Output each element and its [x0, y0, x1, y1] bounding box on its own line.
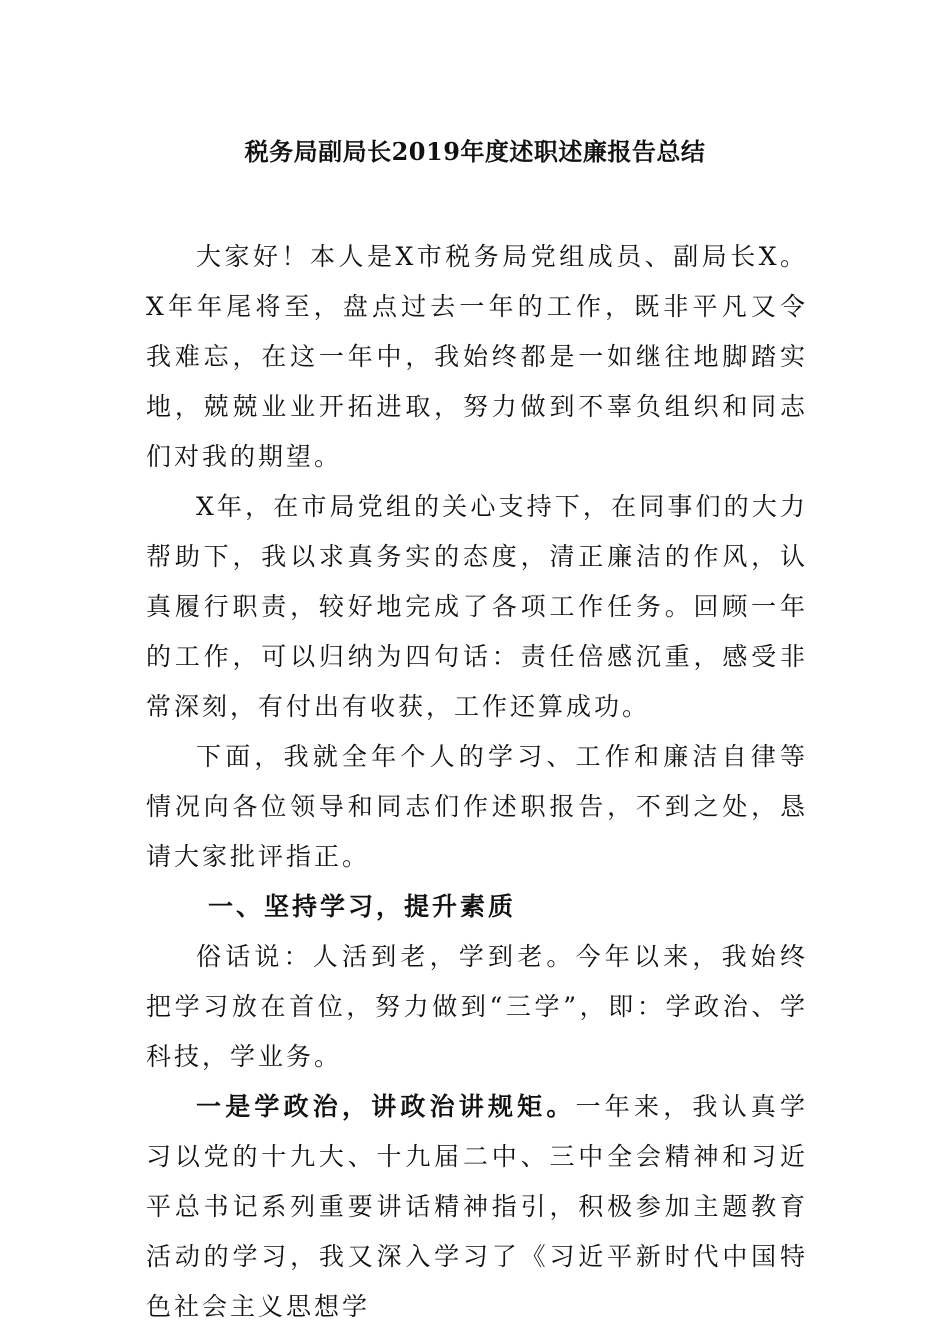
paragraph-greeting: 大家好！本人是X市税务局党组成员、副局长X。X年年尾将至，盘点过去一年的工作，既非平凡又令我难忘，在这一年中，我始终都是一如继往地脚踏实地，兢兢业业开拓进取，努力做到不辜负组织和同志们对我的期望。 — [146, 242, 808, 471]
paragraph-summary: X年，在市局党组的关心支持下，在同事们的大力帮助下，我以求真务实的态度，清正廉洁的作风，认真履行职责，较好地完成了各项工作任务。回顾一年的工作，可以归纳为四句话：责任倍感沉重，感受非常深刻，有付出有收获，工作还算成功。 — [146, 492, 808, 721]
paragraph-introduction: 下面，我就全年个人的学习、工作和廉洁自律等情况向各位领导和同志们作述职报告，不到之处，恳请大家批评指正。 — [146, 742, 808, 871]
item-text-politics: 一年来，我认真学习以党的十九大、十九届二中、三中全会精神和习近平总书记系列重要讲话精神指引，积极参加主题教育活动的学习，我又深入学习了《习近平新时代中国特色社会主义思想学 — [146, 1092, 808, 1321]
paragraph-study-intro: 俗话说：人活到老，学到老。今年以来，我始终把学习放在首位，努力做到“三学”，即：学政治、学科技，学业务。 — [146, 942, 808, 1071]
document-body — [146, 232, 808, 1332]
item-lead-politics: 一是学政治，讲政治讲规矩。 — [196, 1092, 576, 1121]
section-heading-study: 一、坚持学习，提升素质 — [208, 892, 517, 921]
paragraph-study-politics — [146, 1082, 808, 1332]
document-title: 税务局副局长2019年度述职述廉报告总结 — [244, 137, 706, 166]
